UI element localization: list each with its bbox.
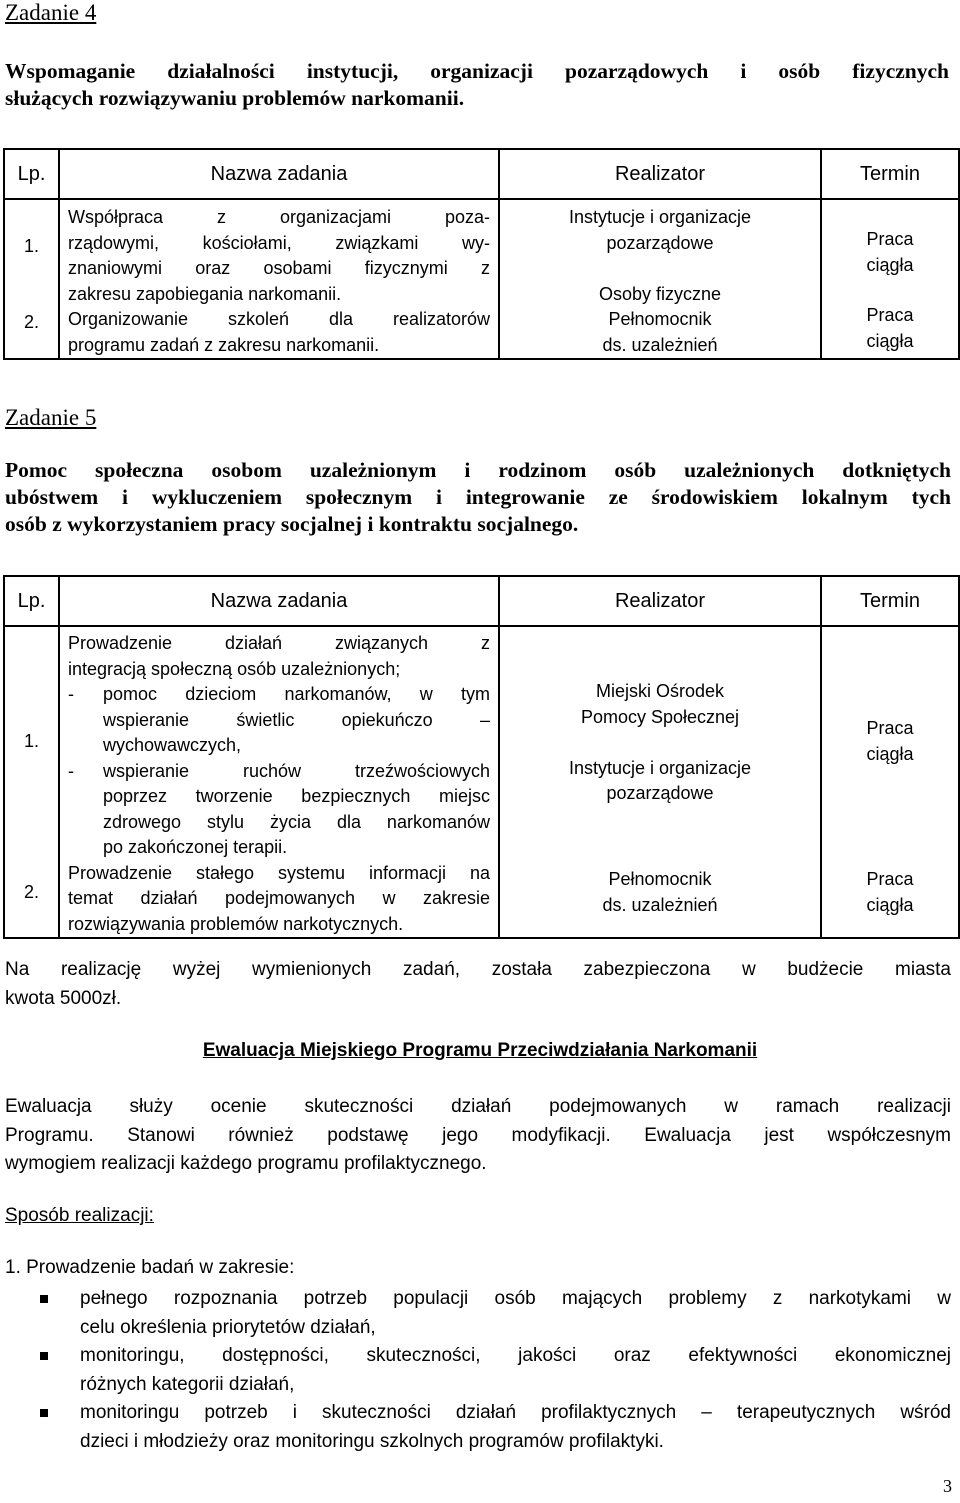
method-list-item: 1. Prowadzenie badań w zakresie: bbox=[5, 1257, 295, 1278]
evaluation-paragraph bbox=[5, 1093, 951, 1179]
task-line: rządowymi, kościołami, związkami wy- bbox=[68, 232, 490, 253]
dash-marker: - bbox=[68, 684, 74, 704]
header-realizator: Realizator bbox=[499, 576, 821, 626]
header-lp: Lp. bbox=[4, 149, 59, 199]
name-cell bbox=[59, 626, 499, 938]
lp-value: 1. bbox=[23, 236, 39, 256]
termin-line: ciągła bbox=[866, 894, 914, 915]
realizator-line: ds. uzależnień bbox=[602, 894, 718, 915]
realizator-line: Miejski Ośrodek bbox=[595, 681, 725, 701]
evaluation-line: Programu. Stanowi również podstawę jego modyfikacji. Ewaluacja jest współczesnym bbox=[5, 1124, 951, 1146]
evaluation-line: wymogiem realizacji każdego programu profilaktycznego. bbox=[5, 1153, 487, 1174]
termin-line: ciągła bbox=[866, 254, 914, 275]
realizator-cell bbox=[499, 626, 821, 938]
task-line: zdrowego stylu życia dla narkomanów bbox=[103, 811, 490, 832]
dash-marker: - bbox=[68, 760, 74, 781]
task-line: Prowadzenie stałego systemu informacji na bbox=[68, 862, 490, 883]
table-row bbox=[4, 626, 959, 938]
realizator-line: Instytucje i organizacje bbox=[568, 207, 752, 227]
page-number: 3 bbox=[943, 1476, 952, 1496]
zadanie5-description-line: ubóstwem i wykluczeniem społecznym i integrowanie ze środowiskiem lokalnym tych bbox=[5, 485, 951, 509]
bullet-line: dzieci i młodzieży oraz monitoringu szkolnych programów profilaktyki. bbox=[80, 1430, 664, 1452]
zadanie5-description bbox=[5, 457, 951, 538]
realizator-line: pozarządowe bbox=[606, 232, 714, 253]
lp-cell bbox=[4, 199, 59, 359]
task-line: poprzez tworzenie bezpiecznych miejsc bbox=[103, 786, 490, 806]
task-line: zakresu zapobiegania narkomanii. bbox=[68, 283, 342, 304]
zadanie4-description-line: Wspomaganie działalności instytucji, organizacji pozarządowych i osób fizycznych bbox=[5, 59, 949, 83]
lp-value: 2. bbox=[23, 882, 39, 902]
funding-paragraph bbox=[5, 956, 951, 1013]
termin-line: ciągła bbox=[866, 743, 914, 764]
realizator-line: ds. uzależnień bbox=[602, 334, 718, 355]
termin-line: Praca bbox=[866, 869, 914, 889]
termin-cell bbox=[821, 199, 959, 359]
task-line: pomoc dzieciom narkomanów, w tym bbox=[103, 684, 490, 704]
realizator-line: Pełnomocnik bbox=[608, 869, 712, 889]
bullet-list bbox=[80, 1285, 951, 1456]
square-bullet-icon bbox=[40, 1295, 48, 1303]
task-line: wspieranie ruchów trzeźwościowych bbox=[103, 760, 490, 781]
zadanie4-table bbox=[3, 148, 960, 360]
table-row bbox=[4, 199, 959, 359]
task-line: wychowawczych, bbox=[103, 735, 242, 755]
lp-value: 1. bbox=[23, 731, 39, 751]
task-line: integracją społeczną osób uzależnionych; bbox=[68, 658, 401, 679]
lp-value: 2. bbox=[23, 312, 39, 332]
list-item bbox=[80, 1399, 951, 1456]
square-bullet-icon bbox=[40, 1352, 48, 1360]
task-line: Współpraca z organizacjami poza- bbox=[68, 207, 490, 227]
bullet-line: pełnego rozpoznania potrzeb populacji osób mających problemy z narkotykami w bbox=[80, 1288, 951, 1309]
name-cell bbox=[59, 199, 499, 359]
realizator-line: Pełnomocnik bbox=[608, 309, 712, 329]
realizator-line: Osoby fizyczne bbox=[598, 283, 722, 304]
evaluation-title: Ewaluacja Miejskiego Programu Przeciwdziałania Narkomanii bbox=[202, 1040, 758, 1061]
realizator-line: Pomocy Społecznej bbox=[580, 706, 740, 727]
header-termin: Termin bbox=[821, 149, 959, 199]
termin-line: Praca bbox=[866, 718, 914, 738]
evaluation-line: Ewaluacja służy ocenie skuteczności działań podejmowanych w ramach realizacji bbox=[5, 1096, 951, 1117]
realizator-line: pozarządowe bbox=[606, 783, 714, 803]
bullet-line: różnych kategorii działań, bbox=[80, 1373, 295, 1395]
termin-line: Praca bbox=[866, 229, 914, 249]
termin-cell bbox=[821, 626, 959, 938]
square-bullet-icon bbox=[40, 1409, 48, 1417]
header-realizator: Realizator bbox=[499, 149, 821, 199]
task-line: temat działań podejmowanych w zakresie bbox=[68, 888, 490, 908]
task-line: Prowadzenie działań związanych z bbox=[68, 633, 490, 653]
zadanie5-table bbox=[3, 575, 960, 939]
termin-line: ciągła bbox=[866, 330, 914, 351]
zadanie4-description bbox=[5, 58, 949, 112]
funding-line: kwota 5000zł. bbox=[5, 987, 122, 1009]
zadanie4-description-line: służących rozwiązywaniu problemów narkomanii. bbox=[5, 86, 465, 110]
zadanie4-heading: Zadanie 4 bbox=[5, 0, 97, 25]
header-name: Nazwa zadania bbox=[59, 576, 499, 626]
header-termin: Termin bbox=[821, 576, 959, 626]
zadanie5-heading: Zadanie 5 bbox=[5, 405, 97, 430]
task-line: wspieranie świetlic opiekuńczo – bbox=[103, 709, 490, 730]
zadanie5-description-line: Pomoc społeczna osobom uzależnionym i rodzinom osób uzależnionych dotkniętych bbox=[5, 458, 951, 482]
lp-cell bbox=[4, 626, 59, 938]
realizator-cell bbox=[499, 199, 821, 359]
header-name: Nazwa zadania bbox=[59, 149, 499, 199]
termin-line: Praca bbox=[866, 305, 914, 325]
funding-line: Na realizację wyżej wymienionych zadań, została zabezpieczona w budżecie miasta bbox=[5, 959, 951, 980]
list-item bbox=[80, 1285, 951, 1342]
method-heading: Sposób realizacji: bbox=[5, 1205, 154, 1226]
bullet-line: monitoringu potrzeb i skuteczności działań profilaktycznych – terapeutycznych wśród bbox=[80, 1402, 951, 1423]
task-line: Organizowanie szkoleń dla realizatorów bbox=[68, 309, 490, 329]
bullet-line: monitoringu, dostępności, skuteczności, jakości oraz efektywności ekonomicznej bbox=[80, 1345, 951, 1366]
zadanie5-description-line: osób z wykorzystaniem pracy socjalnej i kontraktu socjalnego. bbox=[5, 512, 579, 536]
realizator-line: Instytucje i organizacje bbox=[568, 757, 752, 778]
task-line: rozwiązywania problemów narkotycznych. bbox=[68, 913, 404, 934]
task-line: programu zadań z zakresu narkomanii. bbox=[68, 334, 380, 355]
list-item bbox=[80, 1342, 951, 1399]
task-line: po zakończonej terapii. bbox=[103, 837, 288, 857]
bullet-line: celu określenia priorytetów działań, bbox=[80, 1316, 376, 1338]
task-line: znaniowymi oraz osobami fizycznymi z bbox=[68, 258, 490, 278]
header-lp: Lp. bbox=[4, 576, 59, 626]
